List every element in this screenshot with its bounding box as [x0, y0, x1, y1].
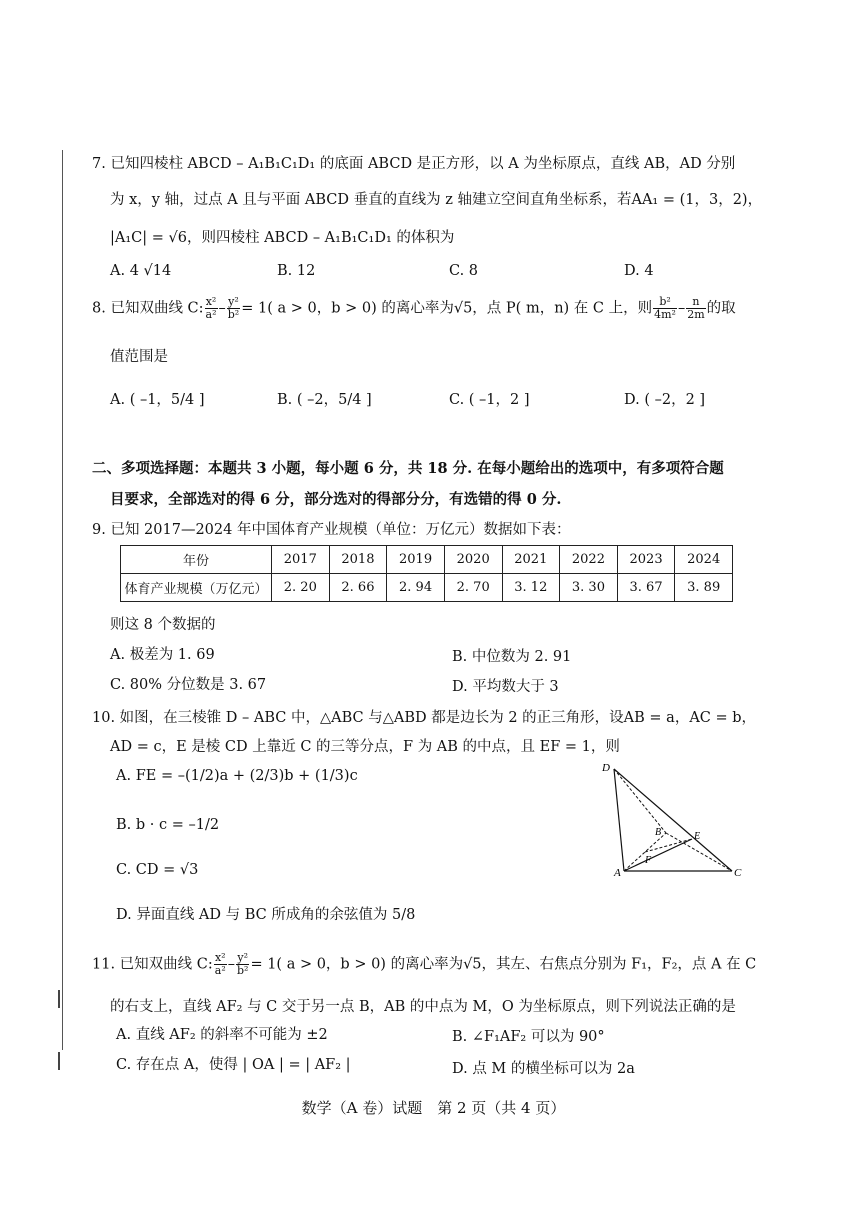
q7-option-c: C. 8 — [449, 263, 479, 279]
section-2-heading-line-2: 目要求，全部选对的得 6 分，部分选对的得部分分，有选错的得 0 分. — [110, 491, 562, 508]
q10-option-d: D. 异面直线 AD 与 BC 所成角的余弦值为 5/8 — [116, 907, 416, 923]
table-cell: 2020 — [444, 546, 502, 574]
q9-option-a: A. 极差为 1. 69 — [110, 647, 215, 663]
q8-option-b: B. ( –2，5/4 ] — [277, 392, 372, 408]
table-cell: 2. 70 — [444, 574, 502, 602]
table-cell: 2018 — [329, 546, 387, 574]
q11-option-d: D. 点 M 的横坐标可以为 2a — [452, 1061, 635, 1077]
edge-dc — [614, 769, 732, 871]
edge-da — [614, 769, 624, 871]
q11-option-c: C. 存在点 A，使得 | OA | = | AF₂ | — [116, 1057, 351, 1073]
q11-frac-x2a2: $\frac{\text{x²}}{\text{a²}}$ — [214, 951, 226, 977]
q10-option-c: C. CD = √3 — [116, 862, 199, 878]
margin-tick — [58, 990, 60, 1008]
binding-margin-line — [62, 150, 63, 1050]
margin-tick — [58, 1052, 60, 1070]
label-b: B — [655, 827, 662, 838]
table-cell: 2. 94 — [387, 574, 445, 602]
table-cell: 3. 67 — [617, 574, 675, 602]
table-cell: 2. 20 — [272, 574, 330, 602]
q11-intro: 11. 已知双曲线 C: — [92, 956, 213, 973]
q7-line-2: 为 x，y 轴，过点 A 且与平面 ABCD 垂直的直线为 z 轴建立空间直角坐标系，若AA₁ = (1，3，2)， — [110, 192, 763, 208]
q11-option-a: A. 直线 AF₂ 的斜率不可能为 ±2 — [116, 1027, 328, 1043]
table-cell: 2. 66 — [329, 574, 387, 602]
label-a: A — [614, 867, 621, 879]
q8-intro: 8. 已知双曲线 C: — [92, 300, 204, 317]
table-cell: 3. 12 — [502, 574, 560, 602]
q8-frac-y2b2: $\frac{\text{y²}}{\text{b²}}$ — [227, 295, 240, 321]
label-c: C — [734, 867, 742, 879]
table-header-year: 年份 — [121, 546, 272, 574]
q8-frac-n-2m: $\frac{n}{2m}$ — [687, 295, 705, 321]
q11-line-2: 的右支上，直线 AF₂ 与 C 交于另一点 B，AB 的中点为 M，O 为坐标原点，则下列说法正确的是 — [110, 999, 736, 1015]
edge-db-hidden — [614, 769, 666, 833]
edge-ae — [624, 839, 692, 871]
table-row — [121, 546, 733, 574]
table-cell: 2024 — [675, 546, 733, 574]
q7-line-3: |A₁C| = √6，则四棱柱 ABCD – A₁B₁C₁D₁ 的体积为 — [110, 230, 455, 246]
q11-option-b: B. ∠F₁AF₂ 可以为 90° — [452, 1029, 605, 1045]
label-f: F — [645, 855, 652, 866]
q7-option-d: D. 4 — [624, 263, 654, 279]
table-cell: 2017 — [272, 546, 330, 574]
table-cell: 2023 — [617, 546, 675, 574]
q8-line-1: 8. 已知双曲线 C: $\frac{\text{x²}}{\text{a²}}$ – $\frac{\text{y²}}{\text{b²}}$ = 1( a > 0，b > 0) 的离心率为√5，点 P( m，n) 在 C 上，则 $\frac{\text{b²}}{\text{4m²}}$ – $\frac{n}{2m}$ 的取 — [92, 295, 736, 321]
section-2-heading-line-1: 二、多项选择题：本题共 3 小题，每小题 6 分，共 18 分. 在每小题给出的选项中，有多项符合题 — [92, 460, 724, 477]
q9-option-d: D. 平均数大于 3 — [452, 679, 559, 695]
q8-option-c: C. ( –1，2 ] — [449, 392, 530, 408]
q8-tail: 的取 — [706, 300, 736, 317]
table-cell: 2019 — [387, 546, 445, 574]
q11-line-1: 11. 已知双曲线 C: $\frac{\text{x²}}{\text{a²}}$ – $\frac{\text{y²}}{\text{b²}}$ = 1( a > 0，b > 0) 的离心率为√5，其左、右焦点分别为 F₁，F₂，点 A 在 C — [92, 951, 757, 977]
tetrahedron-figure — [600, 755, 760, 885]
page-footer: 数学（A 卷）试题 第 2 页（共 4 页） — [301, 1099, 566, 1117]
q8-option-a: A. ( –1，5/4 ] — [110, 392, 205, 408]
table-cell: 2022 — [560, 546, 618, 574]
q9-data-table — [120, 545, 733, 602]
label-e: E — [694, 831, 701, 842]
q8-option-d: D. ( –2，2 ] — [624, 392, 706, 408]
q10-option-b: B. b · c = –1/2 — [116, 817, 220, 833]
q9-option-c: C. 80% 分位数是 3. 67 — [110, 677, 267, 693]
q8-frac-b2-4m2: $\frac{\text{b²}}{\text{4m²}}$ — [654, 295, 676, 321]
table-row — [121, 574, 733, 602]
q9-intro: 9. 已知 2017—2024 年中国体育产业规模（单位：万亿元）数据如下表： — [92, 522, 571, 538]
q9-after-table: 则这 8 个数据的 — [110, 617, 216, 633]
q9-option-b: B. 中位数为 2. 91 — [452, 649, 572, 665]
q7-option-b: B. 12 — [277, 263, 316, 279]
table-cell: 3. 89 — [675, 574, 733, 602]
q7-option-a: A. 4 √14 — [110, 263, 172, 279]
table-cell: 2021 — [502, 546, 560, 574]
q8-line-2: 值范围是 — [110, 349, 168, 365]
table-header-scale: 体育产业规模（万亿元） — [121, 574, 272, 602]
q8-frac-x2a2: $\frac{\text{x²}}{\text{a²}}$ — [205, 295, 217, 321]
q10-line-2: AD = c，E 是棱 CD 上靠近 C 的三等分点，F 为 AB 的中点，且 EF = 1，则 — [110, 739, 620, 755]
q10-line-1: 10. 如图，在三棱锥 D – ABC 中，△ABC 与△ABD 都是边长为 2 的正三角形，设AB = a，AC = b， — [92, 710, 757, 726]
q10-option-a: A. FE = –(1/2)a + (2/3)b + (1/3)c — [116, 768, 358, 784]
q11-frac-y2b2: $\frac{\text{y²}}{\text{b²}}$ — [236, 951, 249, 977]
q7-line-1: 7. 已知四棱柱 ABCD – A₁B₁C₁D₁ 的底面 ABCD 是正方形，以 A 为坐标原点，直线 AB，AD 分别 — [92, 156, 736, 172]
table-cell: 3. 30 — [560, 574, 618, 602]
q11-condition: = 1( a > 0，b > 0) 的离心率为√5，其左、右焦点分别为 F₁，F₂，点 A 在 C — [250, 956, 757, 973]
label-d: D — [602, 762, 610, 774]
q8-condition: = 1( a > 0，b > 0) 的离心率为√5，点 P( m，n) 在 C 上，则 — [241, 300, 653, 317]
